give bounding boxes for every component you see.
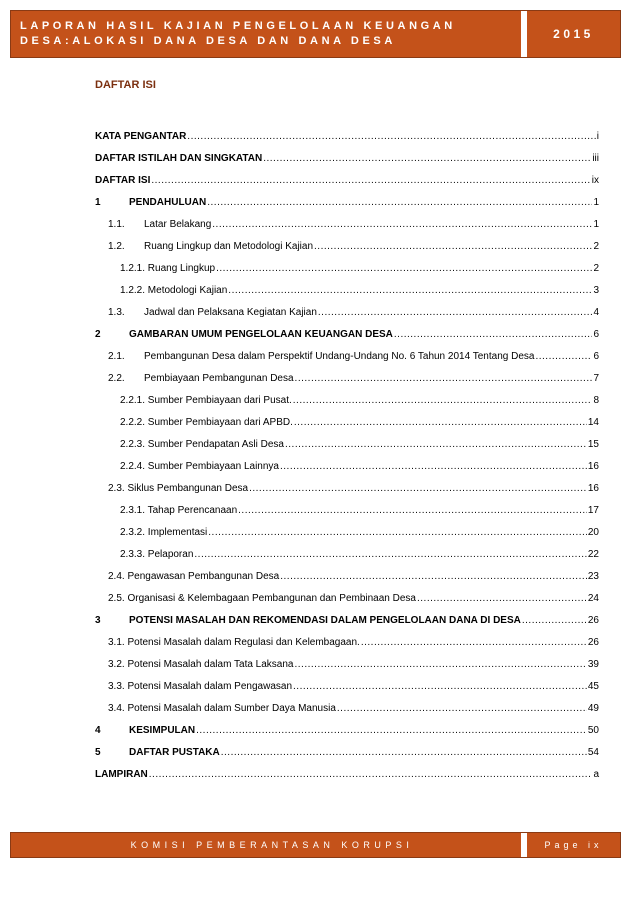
toc-entry-page: 23: [587, 571, 599, 582]
toc-entry-daftar-isi[interactable]: [95, 174, 599, 188]
toc-entry-potensi-masalah[interactable]: [95, 614, 599, 628]
toc-leader: [318, 306, 593, 320]
toc-entry-page: 45: [587, 681, 599, 692]
toc-entry-pendahuluan[interactable]: [95, 196, 599, 210]
toc-entry-page: 6: [593, 351, 599, 362]
toc-entry-page: 50: [587, 725, 599, 736]
toc-entry-number: 1.3.: [108, 307, 125, 318]
toc-entry-page: 2: [593, 263, 599, 274]
toc-entry-label: KESIMPULAN: [129, 725, 196, 736]
toc-entry-number: 1.1.: [108, 219, 125, 230]
toc-entry-sumber-apbd[interactable]: [120, 416, 599, 430]
toc-entry-perencanaan[interactable]: [120, 504, 599, 518]
toc-entry-label: 2.4. Pengawasan Pembangunan Desa: [108, 571, 280, 582]
toc-entry-daftar-istilah[interactable]: [95, 152, 599, 166]
toc-entry-label: 2.3.2. Implementasi: [120, 527, 208, 538]
toc-entry-label: POTENSI MASALAH DAN REKOMENDASI DALAM PENGELOLAAN DANA DI DESA: [129, 615, 521, 626]
toc-leader: [216, 262, 592, 276]
toc-leader: [228, 284, 592, 298]
toc-entry-number: 1.2.: [108, 241, 125, 252]
toc-entry-regulasi[interactable]: [108, 636, 599, 650]
toc-entry-page: 20: [587, 527, 599, 538]
toc-entry-page: 8: [593, 395, 599, 406]
toc-entry-page: 17: [587, 505, 599, 516]
toc-entry-kata-pengantar[interactable]: [95, 130, 599, 144]
toc-entry-page: 2: [593, 241, 599, 252]
toc-entry-page: 26: [587, 615, 599, 626]
toc-leader: [151, 174, 590, 188]
header-title-line1: LAPORAN HASIL KAJIAN PENGELOLAAN KEUANGAN: [20, 20, 456, 32]
toc-entry-daftar-pustaka[interactable]: [95, 746, 599, 760]
toc-entry-metodologi[interactable]: [120, 284, 599, 298]
toc-entry-label: 2.3. Siklus Pembangunan Desa: [108, 483, 249, 494]
toc-leader: [293, 394, 593, 408]
toc-entry-label: 2.3.1. Tahap Perencanaan: [120, 505, 238, 516]
toc-entry-page: 1: [593, 219, 599, 230]
toc-entry-page: 54: [587, 747, 599, 758]
footer-page-number: Page ix: [527, 833, 620, 857]
toc-entry-page: 16: [587, 461, 599, 472]
toc-entry-label: 3.1. Potensi Masalah dalam Regulasi dan Kelembagaan.: [108, 637, 360, 648]
toc-entry-label: 1.2.1. Ruang Lingkup: [120, 263, 216, 274]
toc-entry-label: 2.5. Organisasi & Kelembagaan Pembangunan dan Pembinaan Desa: [108, 593, 416, 604]
toc-entry-label: 1.2.2. Metodologi Kajian: [120, 285, 228, 296]
toc-entry-label: 2.3.3. Pelaporan: [120, 549, 194, 560]
toc-entry-label: Latar Belakang: [144, 219, 212, 230]
toc-leader: [337, 702, 587, 716]
toc-entry-page: 24: [587, 593, 599, 604]
toc-entry-pembangunan-desa-perspektif[interactable]: [108, 350, 599, 364]
toc-leader: [394, 328, 593, 342]
toc-title: DAFTAR ISI: [95, 79, 156, 91]
page-header: [10, 10, 621, 58]
toc-entry-page: 22: [587, 549, 599, 560]
toc-entry-pelaporan[interactable]: [120, 548, 599, 562]
toc-entry-label: PENDAHULUAN: [129, 197, 207, 208]
toc-entry-number: 4: [95, 725, 101, 736]
footer-org: KOMISI PEMBERANTASAN KORUPSI: [11, 833, 521, 857]
toc-entry-label: 3.2. Potensi Masalah dalam Tata Laksana: [108, 659, 294, 670]
toc-entry-page: 26: [587, 637, 599, 648]
toc-entry-gambaran-umum[interactable]: [95, 328, 599, 342]
toc-entry-label: Ruang Lingkup dan Metodologi Kajian: [144, 241, 314, 252]
toc-entry-page: 4: [593, 307, 599, 318]
toc-entry-page: 1: [593, 197, 599, 208]
toc-leader: [417, 592, 587, 606]
toc-leader: [285, 438, 587, 452]
toc-entry-page: i: [596, 131, 599, 142]
toc-entry-label: Pembangunan Desa dalam Perspektif Undang-Undang No. 6 Tahun 2014 Tentang Desa: [144, 351, 535, 362]
toc-entry-latar-belakang[interactable]: [108, 218, 599, 232]
toc-entry-page: iii: [592, 153, 599, 164]
toc-entry-page: 16: [587, 483, 599, 494]
toc-entry-page: 7: [593, 373, 599, 384]
toc-entry-tata-laksana[interactable]: [108, 658, 599, 672]
toc-entry-page: ix: [591, 175, 599, 186]
toc-entry-label: DAFTAR ISI: [95, 175, 151, 186]
toc-leader: [149, 768, 593, 782]
toc-entry-page: 14: [587, 417, 599, 428]
toc-leader: [295, 372, 593, 386]
toc-leader: [249, 482, 587, 496]
toc-leader: [238, 504, 587, 518]
toc-entry-jadwal[interactable]: [108, 306, 599, 320]
toc-entry-number: 1: [95, 197, 101, 208]
toc-entry-organisasi[interactable]: [108, 592, 599, 606]
toc-entry-number: 2.2.: [108, 373, 125, 384]
toc-entry-number: 5: [95, 747, 101, 758]
toc-entry-label: DAFTAR PUSTAKA: [129, 747, 220, 758]
toc-leader: [221, 746, 587, 760]
toc-entry-label: LAMPIRAN: [95, 769, 148, 780]
toc-entry-page: 15: [587, 439, 599, 450]
toc-entry-kesimpulan[interactable]: [95, 724, 599, 738]
toc-entry-pembiayaan-pembangunan[interactable]: [108, 372, 599, 386]
toc-entry-implementasi[interactable]: [120, 526, 599, 540]
toc-leader: [263, 152, 591, 166]
toc-entry-page: 39: [587, 659, 599, 670]
toc-leader: [196, 724, 587, 738]
toc-leader: [208, 526, 587, 540]
toc-leader: [280, 570, 587, 584]
toc-entry-label: DAFTAR ISTILAH DAN SINGKATAN: [95, 153, 263, 164]
toc-entry-label: GAMBARAN UMUM PENGELOLAAN KEUANGAN DESA: [129, 329, 393, 340]
toc-leader: [522, 614, 587, 628]
toc-entry-pengawasan-pembangunan[interactable]: [108, 570, 599, 584]
toc-leader: [293, 680, 587, 694]
page-footer: [10, 832, 621, 858]
toc-entry-page: 6: [593, 329, 599, 340]
toc-leader: [535, 350, 592, 364]
toc-leader: [207, 196, 592, 210]
toc-leader: [280, 460, 587, 474]
toc-entry-siklus[interactable]: [108, 482, 599, 496]
toc-leader: [212, 218, 592, 232]
toc-entry-sumber-pusat[interactable]: [120, 394, 599, 408]
toc-leader: [294, 416, 587, 430]
toc-entry-label: 2.2.2. Sumber Pembiayaan dari APBD.: [120, 417, 293, 428]
toc-entry-label: 3.3. Potensi Masalah dalam Pengawasan: [108, 681, 293, 692]
toc-entry-label: Jadwal dan Pelaksana Kegiatan Kajian: [144, 307, 317, 318]
header-title: [11, 11, 521, 57]
toc-entry-label: KATA PENGANTAR: [95, 131, 187, 142]
toc-leader: [361, 636, 587, 650]
toc-entry-ruang-lingkup[interactable]: [120, 262, 599, 276]
toc-leader: [194, 548, 586, 562]
toc-entry-number: 2.1.: [108, 351, 125, 362]
toc-entry-label: 2.2.1. Sumber Pembiayaan dari Pusat.: [120, 395, 292, 406]
toc-leader: [187, 130, 595, 144]
header-title-line2: DESA:ALOKASI DANA DESA DAN DANA DESA: [20, 35, 396, 47]
header-year: 2015: [553, 27, 594, 41]
toc-entry-number: 3: [95, 615, 101, 626]
toc-entry-page: 49: [587, 703, 599, 714]
toc-entry-lampiran[interactable]: [95, 768, 599, 782]
toc-entry-label: 2.2.4. Sumber Pembiayaan Lainnya: [120, 461, 279, 472]
toc-leader: [314, 240, 592, 254]
toc-entry-page: 3: [593, 285, 599, 296]
toc-entry-ruang-lingkup-metodologi[interactable]: [108, 240, 599, 254]
toc-entry-label: Pembiayaan Pembangunan Desa: [144, 373, 294, 384]
toc-entry-sdm[interactable]: [108, 702, 599, 716]
toc-entry-page: a: [593, 769, 599, 780]
toc-entry-label: 3.4. Potensi Masalah dalam Sumber Daya Manusia: [108, 703, 336, 714]
toc-entry-sumber-lainnya[interactable]: [120, 460, 599, 474]
toc-entry-label: 2.2.3. Sumber Pendapatan Asli Desa: [120, 439, 284, 450]
toc-entry-number: 2: [95, 329, 101, 340]
toc-leader: [295, 658, 587, 672]
toc-entry-pengawasan[interactable]: [108, 680, 599, 694]
toc-entry-pendapatan-asli[interactable]: [120, 438, 599, 452]
